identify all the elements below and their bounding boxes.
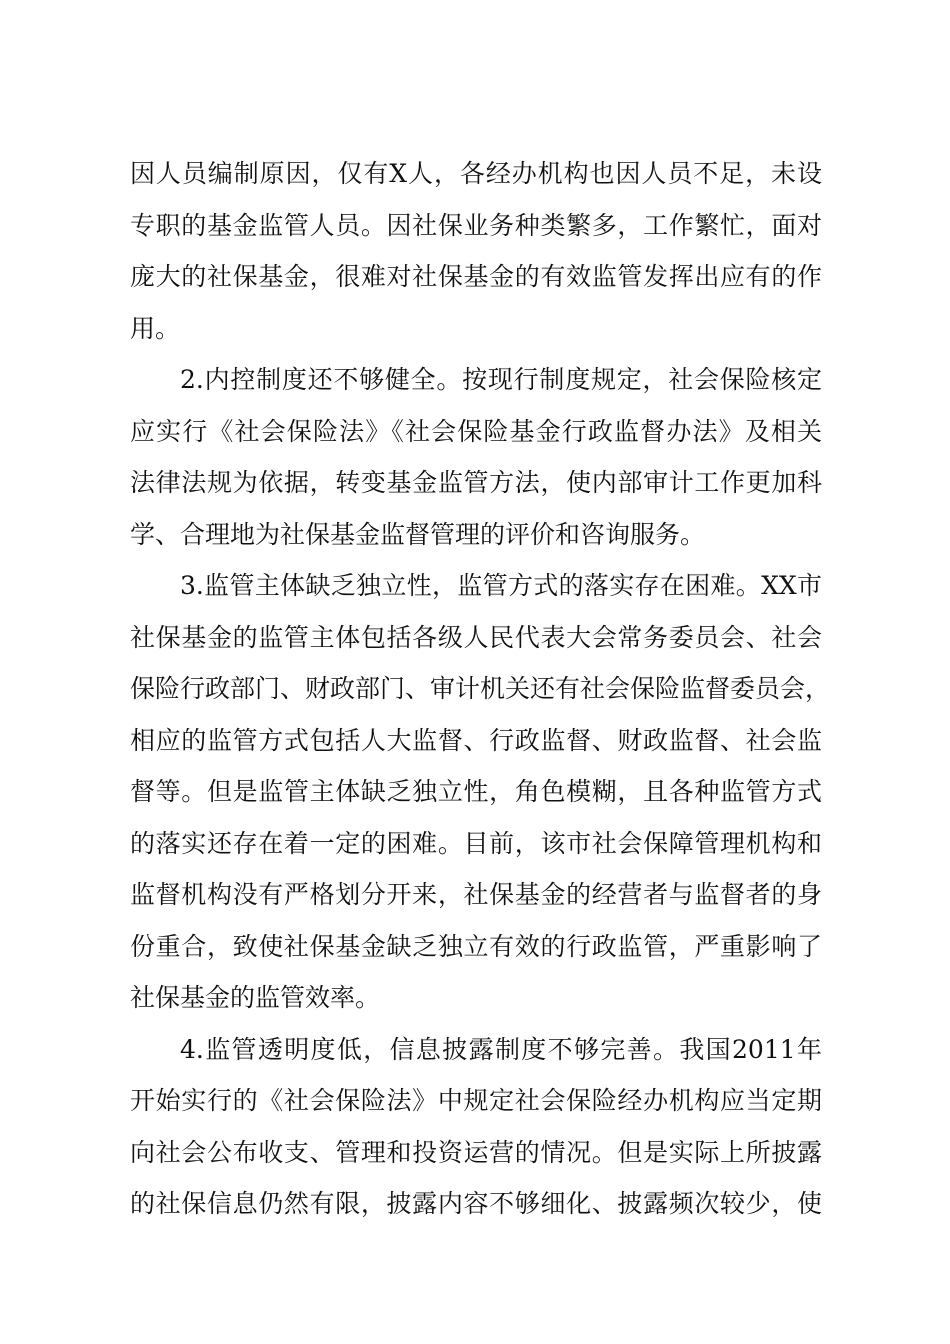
text-line: 学、合理地为社保基金监督管理的评价和咨询服务。: [130, 519, 706, 549]
text-line: 因人员编制原因，仅有X人，各经办机构也因人员不足，未设: [130, 159, 822, 188]
paragraph-first-line: 3.监管主体缺乏独立性，监管方式的落实存在困难。XX市: [180, 571, 822, 600]
text-line: 专职的基金监管人员。因社保业务种类繁多，工作繁忙，面对: [130, 210, 822, 240]
text-line: 庞大的社保基金，很难对社保基金的有效监管发挥出应有的作: [130, 262, 822, 291]
text-line: 向社会公布收支、管理和投资运营的情况。但是实际上所披露: [130, 1137, 822, 1167]
text-line: 法律法规为依据，转变基金监管方法，使内部审计工作更加科: [130, 468, 822, 497]
paragraph-first-line: 2.内控制度还不够健全。按现行制度规定，社会保险核定: [180, 365, 822, 394]
text-line: 份重合，致使社保基金缺乏独立有效的行政监管，严重影响了: [130, 931, 822, 961]
text-line: 开始实行的《社会保险法》中规定社会保险经办机构应当定期: [130, 1086, 822, 1115]
text-line: 社保基金的监管效率。: [130, 983, 381, 1012]
text-line: 督等。但是监管主体缺乏独立性，角色模糊，且各种监管方式: [130, 777, 822, 806]
text-line: 监督机构没有严格划分开来，社保基金的经营者与监督者的身: [130, 880, 822, 909]
text-line: 相应的监管方式包括人大监督、行政监督、财政监督、社会监: [130, 725, 822, 755]
text-line: 用。: [130, 313, 181, 343]
text-line: 的落实还存在着一定的困难。目前，该市社会保障管理机构和: [130, 828, 822, 858]
paragraph-first-line: 4.监管透明度低，信息披露制度不够完善。我国2011年: [180, 1034, 822, 1064]
text-line: 应实行《社会保险法》《社会保险基金行政监督办法》及相关: [130, 416, 822, 446]
body-text: [130, 148, 831, 1230]
text-line: 保险行政部门、财政部门、审计机关还有社会保险监督委员会，: [130, 674, 831, 703]
text-line: 社保基金的监管主体包括各级人民代表大会常务委员会、社会: [130, 622, 822, 652]
text-line: 的社保信息仍然有限，披露内容不够细化、披露频次较少，使: [130, 1189, 822, 1218]
